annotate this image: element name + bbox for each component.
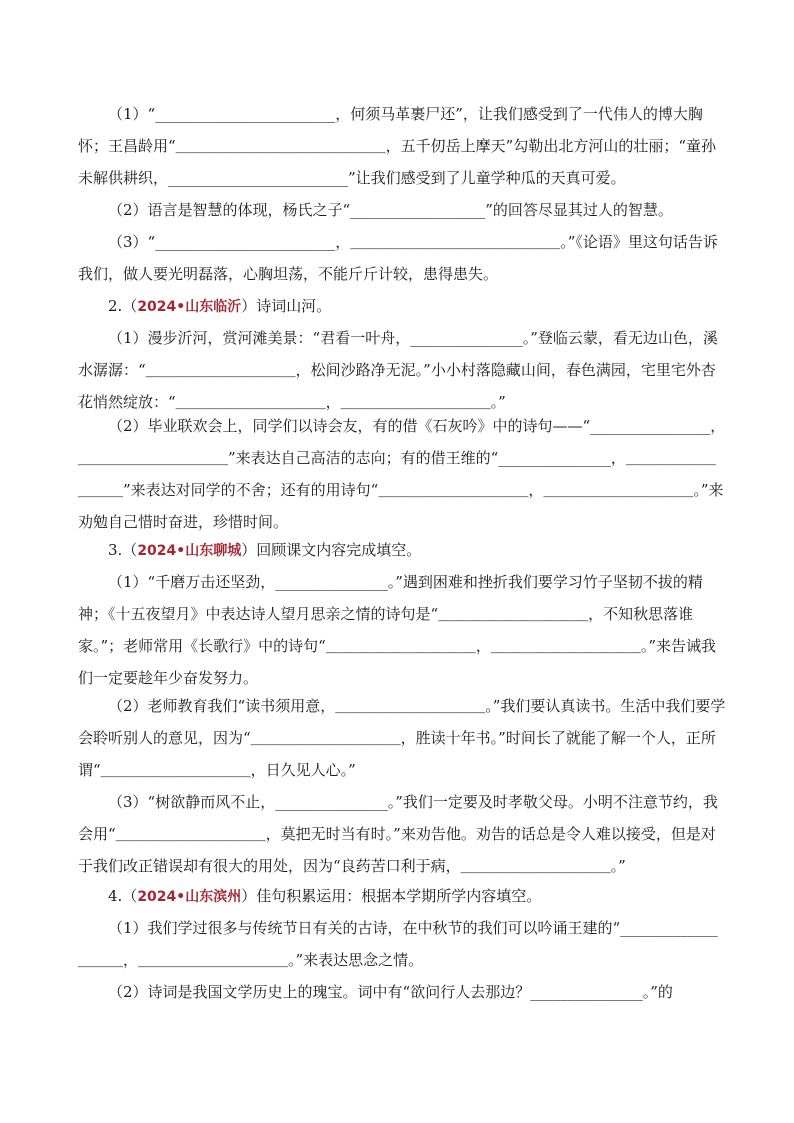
q2-title: ）诗词山河。 <box>241 297 332 315</box>
q2-part2: （2）毕业联欢会上，同学们以诗会友，有的借《石灰吟》中的诗句——“________________，＿＿＿＿＿＿＿＿＿＿”来表达自己高洁的志向；有的借王维的“_______________，＿＿＿＿＿＿＿＿＿”来表达对同学的不舍；还有的用诗句“＿＿＿＿＿＿＿＿＿＿，＿＿＿＿＿＿＿＿＿＿。”来劝勉自己惜时奋进，珍惜时间。 <box>78 417 726 531</box>
q3-part2: （2）老师教育我们“读书须用意，＿＿＿＿＿＿＿＿＿＿。”我们要认真读书。生活中我们要学会聆听别人的意见，因为“＿＿＿＿＿＿＿＿＿＿，胜读十年书。”时间长了就能了解一个人，正所谓“＿＿＿＿＿＿＿＿＿＿，日久见人心。” <box>78 697 726 779</box>
q3-title: ）回顾课文内容完成填空。 <box>241 541 422 559</box>
q4-part2: （2）诗词是我国文学历史上的瑰宝。词中有“欲问行人去那边？_______________。”的 <box>108 983 673 1001</box>
q3-number: 3.（ <box>108 541 138 559</box>
q4-title: ）佳句积累运用：根据本学期所学内容填空。 <box>241 887 542 905</box>
q4-part1: （1）我们学过很多与传统节日有关的古诗，在中秋节的我们可以吟诵王建的“_____________＿＿＿，＿＿＿＿＿＿＿＿＿＿。”来表达思念之情。 <box>78 919 718 969</box>
q2-heading <box>78 290 728 323</box>
q2-part1: （1）漫步沂河，赏河滩美景：“君看一叶舟，_______________。”登临云蒙，看无边山色，溪水潺潺：“＿＿＿＿＿＿＿＿＿＿，松间沙路净无泥。”小小村落隐藏山间，春色满园，宅里宅外杏花悄然绽放：“＿＿＿＿＿＿＿＿＿＿，＿＿＿＿＿＿＿＿＿＿。” <box>78 329 718 411</box>
q3-part3: （3）“树欲静而风不止，_______________。”我们一定要及时孝敬父母。小明不注意节约，我会用“＿＿＿＿＿＿＿＿＿＿，莫把无时当有时。”来劝告他。劝告的话总是令人难以接受，但是对于我们改正错误却有很大的用处，因为“良药苦口利于病，＿＿＿＿＿＿＿＿＿＿。” <box>78 793 718 875</box>
q3-part1: （1）“千磨万击还坚劲，_______________。”遇到困难和挫折我们要学习竹子坚韧不拔的精神；《十五夜望月》中表达诗人望月思亲之情的诗句是“＿＿＿＿＿＿＿＿＿＿，不知秋思落谁家。”；老师常用《长歌行》中的诗句“＿＿＿＿＿＿＿＿＿＿，＿＿＿＿＿＿＿＿＿＿。”来告诫我们一定要趁年少奋发努力。 <box>78 573 717 687</box>
q1-part3: （3）“________________________，＿＿＿＿＿＿＿＿＿＿＿＿＿＿。”《论语》里这句话告诉我们，做人要光明磊落，心胸坦荡，不能斤斤计较，患得患失。 <box>78 233 718 283</box>
q2-number: 2.（ <box>108 297 138 315</box>
q1-part2: （2）语言是智慧的体现，杨氏之子“__________________”的回答尽显其过人的智慧。 <box>108 201 673 219</box>
q1-part1: （1）“________________________，何须马革裹尸还”，让我们感受到了一代伟人的博大胸怀；王昌龄用“＿＿＿＿＿＿＿＿＿＿＿＿＿＿，五千仞岳上摩天”勾勒出北方河山的壮丽；“童孙未解供耕织，________________________”让我们感受到了儿童学种瓜的天真可爱。 <box>78 105 717 187</box>
q3-heading <box>78 534 728 567</box>
q2-source: 2024•山东临沂 <box>137 299 242 315</box>
q4-source: 2024•山东滨州 <box>137 889 242 905</box>
q4-number: 4.（ <box>108 887 138 905</box>
q4-heading <box>78 880 728 913</box>
q3-source: 2024•山东聊城 <box>137 543 242 559</box>
